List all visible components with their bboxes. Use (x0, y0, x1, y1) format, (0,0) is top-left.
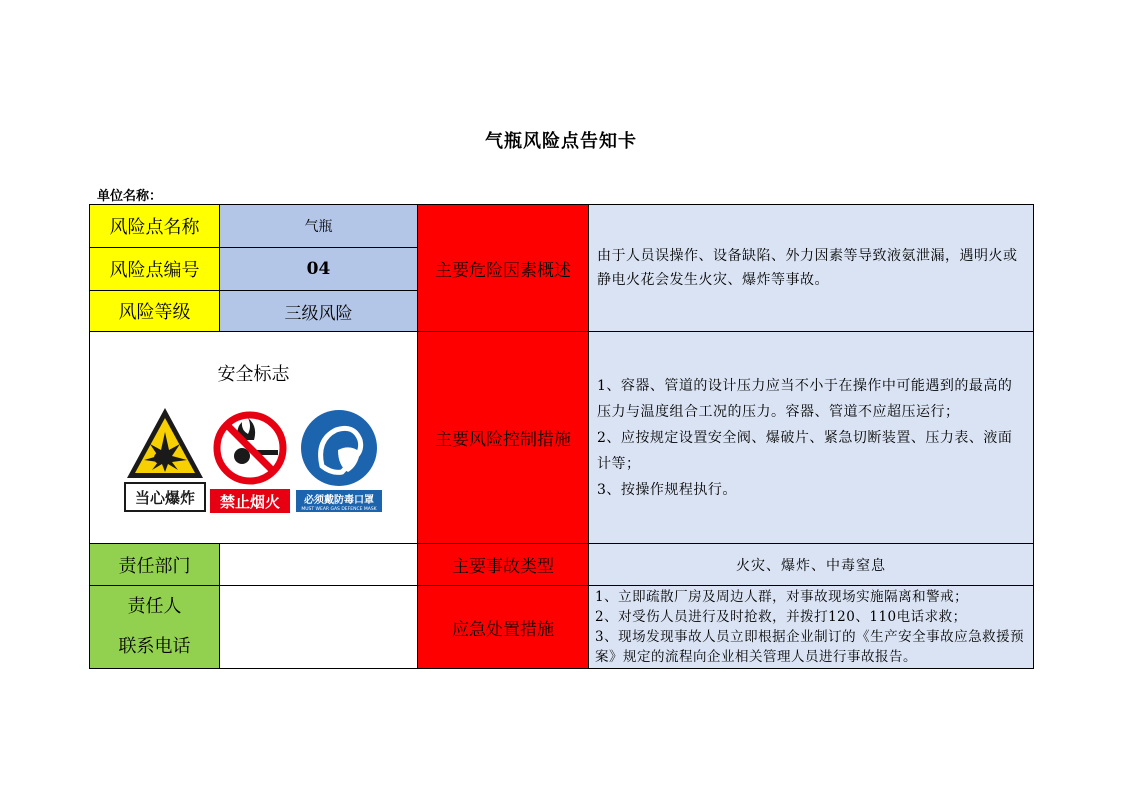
dept-label: 责任部门 (90, 544, 220, 586)
safety-signs-panel (90, 332, 418, 544)
explosion-warning-icon (124, 404, 206, 512)
hazard-text: 由于人员误操作、设备缺陷、外力因素等导致液氨泄漏，遇明火或静电火花会发生火灾、爆炸等事故。 (589, 205, 1033, 332)
person-value (220, 586, 418, 668)
no-fire-sign (210, 410, 290, 514)
emergency-label: 应急处置措施 (418, 586, 589, 668)
control-line-3: 3、按操作规程执行。 (597, 481, 737, 498)
explosion-warning-sign (124, 404, 206, 512)
person-phone-label (90, 586, 220, 668)
no-fire-sign-label: 禁止烟火 (219, 493, 281, 511)
risk-no-label: 风险点编号 (90, 248, 220, 291)
risk-card-table (89, 204, 1034, 669)
emergency-line-1: 1、立即疏散厂房及周边人群，对事故现场实施隔离和警戒； (595, 589, 969, 605)
no-smoking-fire-icon (210, 410, 290, 514)
gas-mask-mandatory-icon (294, 404, 384, 514)
control-line-2: 2、应按规定设置安全阀、爆破片、紧急切断装置、压力表、液面计等； (597, 429, 1013, 472)
risk-level-label: 风险等级 (90, 291, 220, 332)
control-line-1: 1、容器、管道的设计压力应当不小于在操作中可能遇到的最高的压力与温度组合工况的压力。容器、管道不应超压运行； (597, 377, 1013, 420)
emergency-line-2: 2、对受伤人员进行及时抢救，并拨打120、110电话求救； (595, 609, 967, 625)
control-measures (589, 332, 1033, 544)
risk-name-value: 气瓶 (220, 205, 418, 248)
emergency-line-3: 3、现场发现事故人员立即根据企业制订的《生产安全事故应急救援预案》规定的流程向企业相关管理人员进行事故报告。 (595, 629, 1025, 665)
emergency-measures (589, 586, 1033, 668)
risk-no-value: 04 (220, 248, 418, 291)
accident-label: 主要事故类型 (418, 544, 589, 586)
person-label: 责任人 (127, 596, 182, 617)
dept-value (220, 544, 418, 586)
gas-mask-sign-sublabel: MUST WEAR GAS DEFENCE MASK (301, 507, 377, 512)
hazard-label: 主要危险因素概述 (418, 205, 589, 332)
phone-label: 联系电话 (118, 636, 191, 657)
page-title: 气瓶风险点告知卡 (485, 131, 637, 152)
gas-mask-sign-label: 必须戴防毒口罩 (304, 495, 374, 506)
unit-name-label: 单位名称： (97, 189, 163, 204)
control-label: 主要风险控制措施 (418, 332, 589, 544)
explosion-sign-label: 当心爆炸 (134, 489, 196, 507)
accident-value: 火灾、爆炸、中毒窒息 (589, 544, 1033, 586)
gas-mask-sign (294, 404, 384, 514)
risk-name-label: 风险点名称 (90, 205, 220, 248)
risk-level-value: 三级风险 (220, 291, 418, 332)
safety-signs-title: 安全标志 (217, 364, 290, 385)
